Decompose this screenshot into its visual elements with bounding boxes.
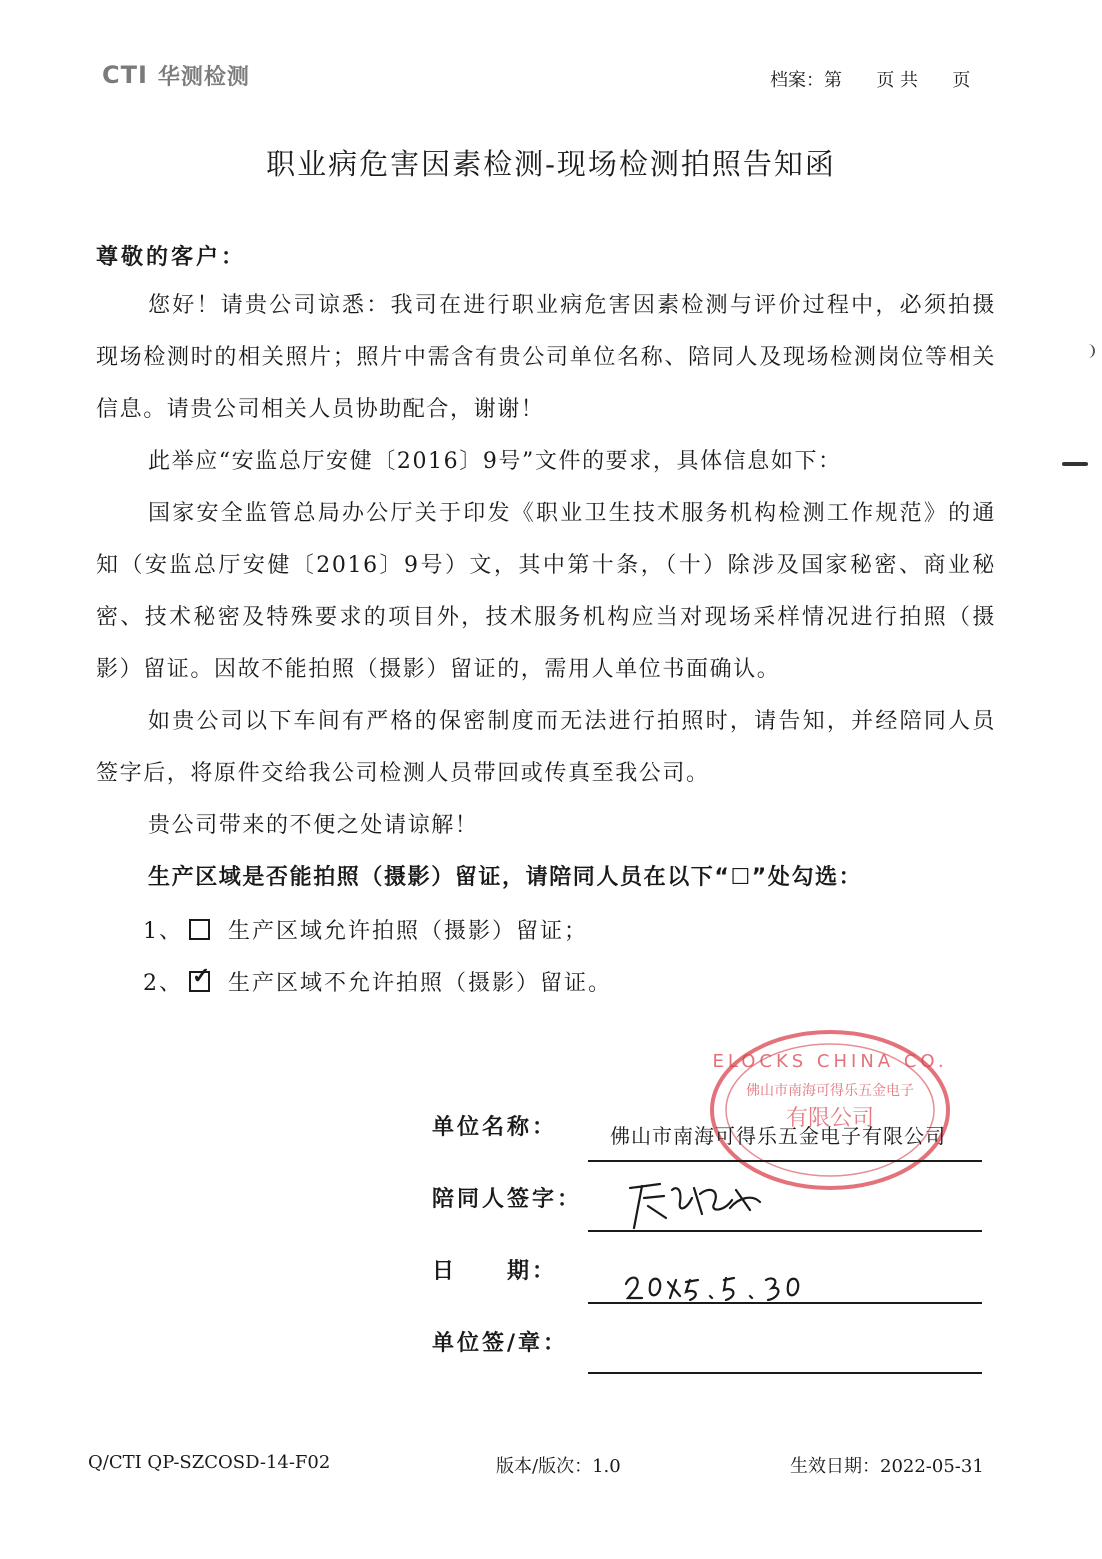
logo-latin: CTI xyxy=(102,61,148,89)
disallow-checkbox[interactable] xyxy=(189,962,213,992)
allow-checkbox[interactable] xyxy=(189,919,210,940)
document-title: 职业病危害因素检测-现场检测拍照告知函 xyxy=(266,147,836,181)
paragraph-confidential: 如贵公司以下车间有严格的保密制度而无法进行拍照时，请告知，并经陪同人员签字后，将原件交给我公司检测人员带回或传真至我公司。 xyxy=(96,709,996,786)
company-name-line xyxy=(588,1160,982,1162)
svg-text:有限公司: 有限公司 xyxy=(785,1106,875,1131)
document-version: 版本/版次：1.0 xyxy=(496,1456,621,1477)
svg-text:ELOCKS CHINA CO.: ELOCKS CHINA CO. xyxy=(712,1051,948,1072)
handwritten-date xyxy=(620,1266,810,1306)
scan-mark xyxy=(1062,462,1088,466)
checkmark-icon: ✓ xyxy=(192,962,213,989)
option-label: 生产区域不允许拍照（摄影）留证。 xyxy=(228,970,613,996)
paragraph-apology: 贵公司带来的不便之处请谅解！ xyxy=(148,813,479,838)
archive-page-number: 档案：第 页 共 页 xyxy=(770,70,971,91)
logo-chinese: 华测检测 xyxy=(157,64,250,90)
company-name-label: 单位名称： xyxy=(432,1115,558,1140)
greeting: 尊敬的客户： xyxy=(96,245,247,270)
option-label: 生产区域允许拍照（摄影）留证； xyxy=(228,918,589,944)
handwritten-signature xyxy=(620,1168,770,1238)
paragraph-regulation-detail: 国家安全监管总局办公厅关于印发《职业卫生技术服务机构检测工作规范》的通知（安监总厅安健〔2016〕9号）文，其中第十条，（十）除涉及国家秘密、商业秘密、技术秘密及特殊要求的项目外，技术服务机构应当对现场采样情况进行拍照（摄影）留证。因故不能拍照（摄影）留证的，需用人单位书面确认。 xyxy=(96,501,996,682)
svg-text:佛山市南海可得乐五金电子: 佛山市南海可得乐五金电子 xyxy=(746,1083,914,1099)
scan-mark xyxy=(1085,344,1095,358)
document-code: Q/CTI QP-SZCOSD-14-F02 xyxy=(88,1452,331,1473)
date-line xyxy=(588,1302,982,1304)
effective-date: 生效日期：2022-05-31 xyxy=(790,1456,984,1477)
date-label: 日 期： xyxy=(432,1259,558,1284)
companion-signature-label: 陪同人签字： xyxy=(432,1187,583,1212)
seal-label: 单位签/章： xyxy=(432,1331,569,1356)
seal-line xyxy=(588,1372,982,1374)
option-allow[interactable] xyxy=(143,914,588,944)
paragraph-regulation-ref: 此举应“安监总厅安健〔2016〕9号”文件的要求，具体信息如下： xyxy=(148,449,842,474)
paragraph-intro: 您好！请贵公司谅悉：我司在进行职业病危害因素检测与评价过程中，必须拍摄现场检测时的相关照片；照片中需含有贵公司单位名称、陪同人及现场检测岗位等相关信息。请贵公司相关人员协助配合，谢谢！ xyxy=(96,293,996,422)
option-number: 1、 xyxy=(143,918,183,944)
companion-signature-line xyxy=(588,1230,982,1232)
company-logo xyxy=(102,60,250,90)
option-disallow[interactable] xyxy=(143,962,613,996)
company-name-value: 佛山市南海可得乐五金电子有限公司 xyxy=(610,1124,946,1148)
paragraph-instruction: 生产区域是否能拍照（摄影）留证，请陪同人员在以下“☐”处勾选： xyxy=(148,865,863,890)
option-number: 2、 xyxy=(143,970,183,996)
